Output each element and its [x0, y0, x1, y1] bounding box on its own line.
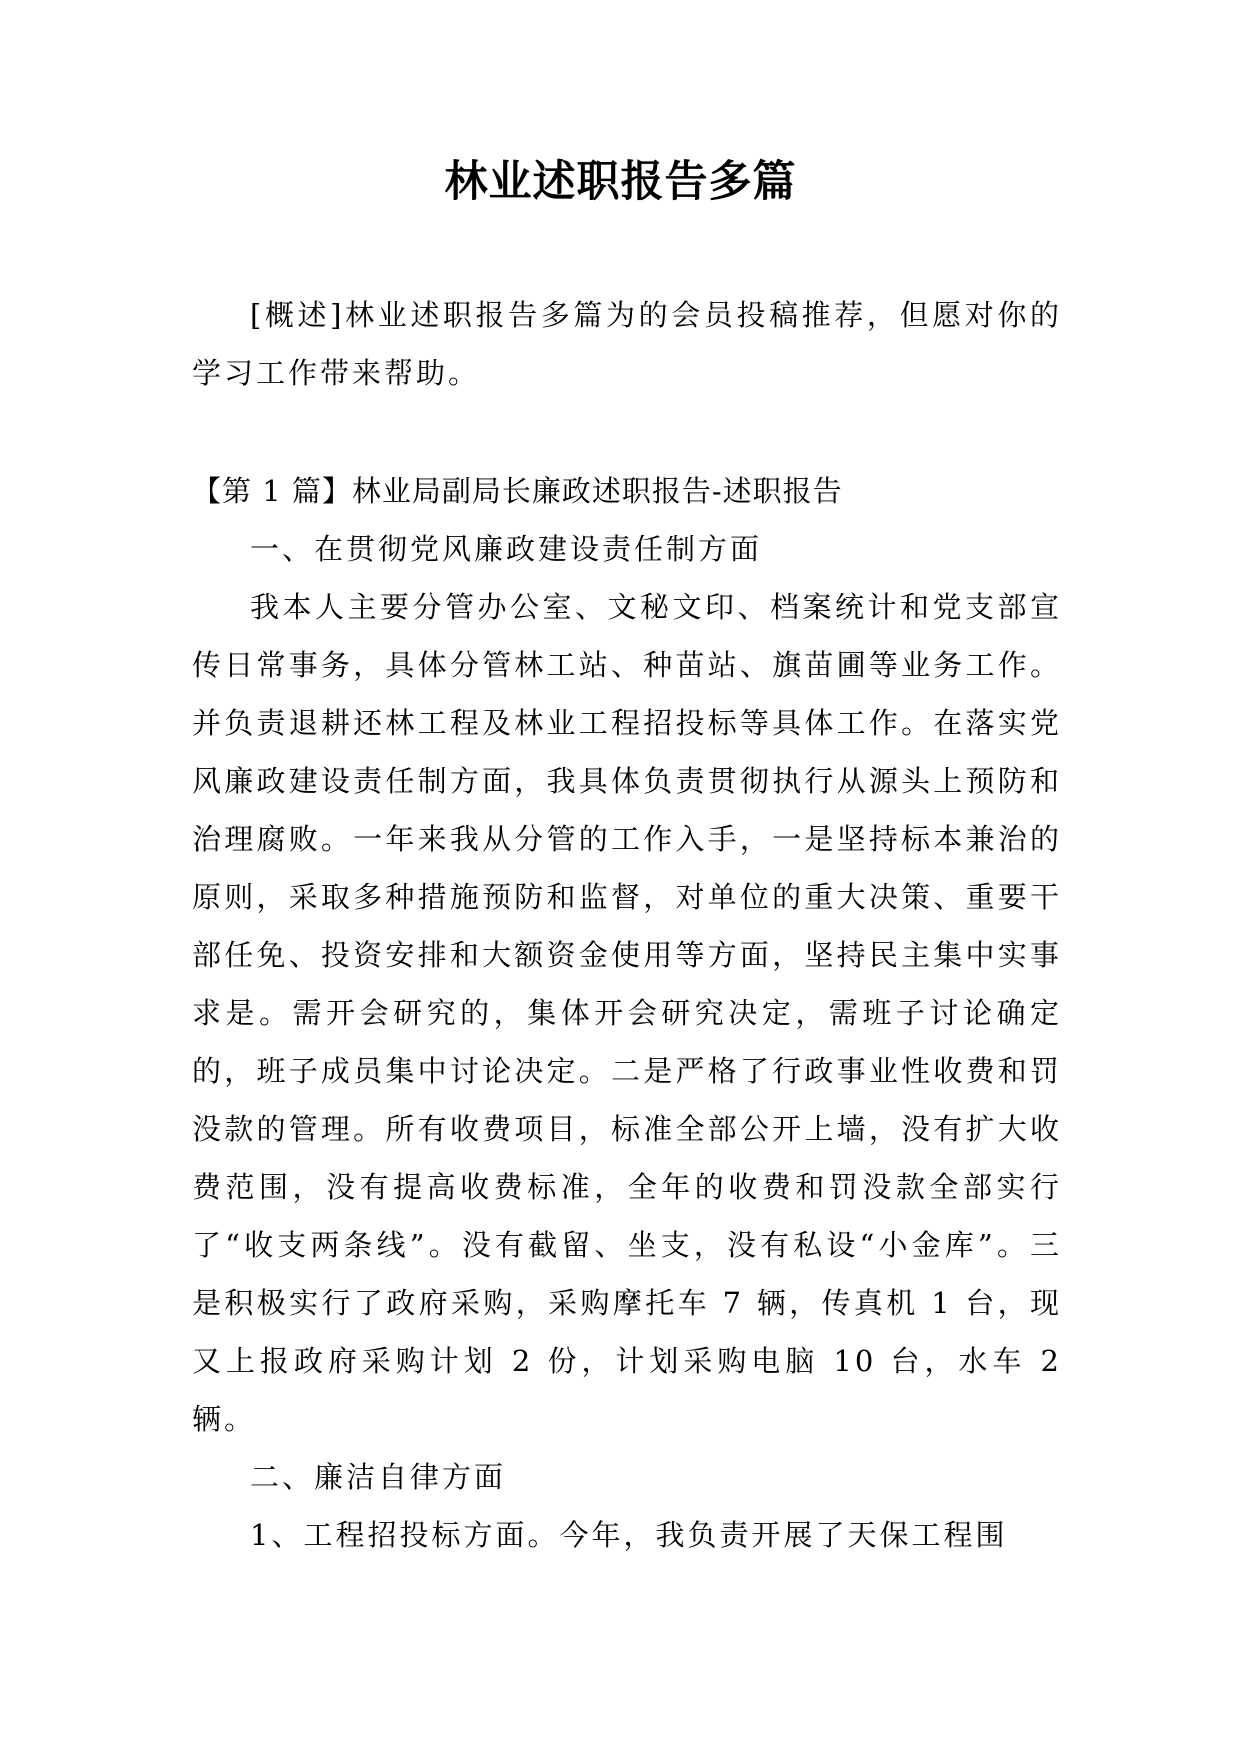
body-paragraph: 1、工程招投标方面。今年，我负责开展了天保工程围	[250, 1518, 1008, 1552]
summary-paragraph: [概述]林业述职报告多篇为的会员投稿推荐，但愿对你的学习工作带来帮助。	[192, 298, 1062, 390]
body-paragraph: 我本人主要分管办公室、文秘文印、档案统计和党支部宣传日常事务，具体分管林工站、种苗站、旗苗圃等业务工作。并负责退耕还林工程及林业工程招投标等具体工作。在落实党风廉政建设责任制方面，我具体负责贯彻执行从源头上预防和治理腐败。一年来我从分管的工作入手，一是坚持标本兼治的原则，采取多种措施预防和监督，对单位的重大决策、重要干部任免、投资安排和大额资金使用等方面，坚持民主集中实事求是。需开会研究的，集体开会研究决定，需班子讨论确定的，班子成员集中讨论决定。二是严格了行政事业性收费和罚没款的管理。所有收费项目，标准全部公开上墙，没有扩大收费范围，没有提高收费标准，全年的收费和罚没款全部实行了“收支两条线”。没有截留、坐支，没有私设“小金库”。三是积极实行了政府采购，采购摩托车 7 辆，传真机 1 台，现又上报政府采购计划 2 份，计划采购电脑 10 台，水车 2 辆。	[192, 590, 1062, 1436]
heading-self-discipline: 二、廉洁自律方面	[250, 1460, 507, 1494]
heading-party-responsibility: 一、在贯彻党风廉政建设责任制方面	[250, 532, 763, 566]
section-heading: 【第 1 篇】林业局副局长廉政述职报告-述职报告	[192, 474, 843, 508]
document-title: 林业述职报告多篇	[444, 157, 797, 207]
report-body	[192, 520, 1062, 1564]
